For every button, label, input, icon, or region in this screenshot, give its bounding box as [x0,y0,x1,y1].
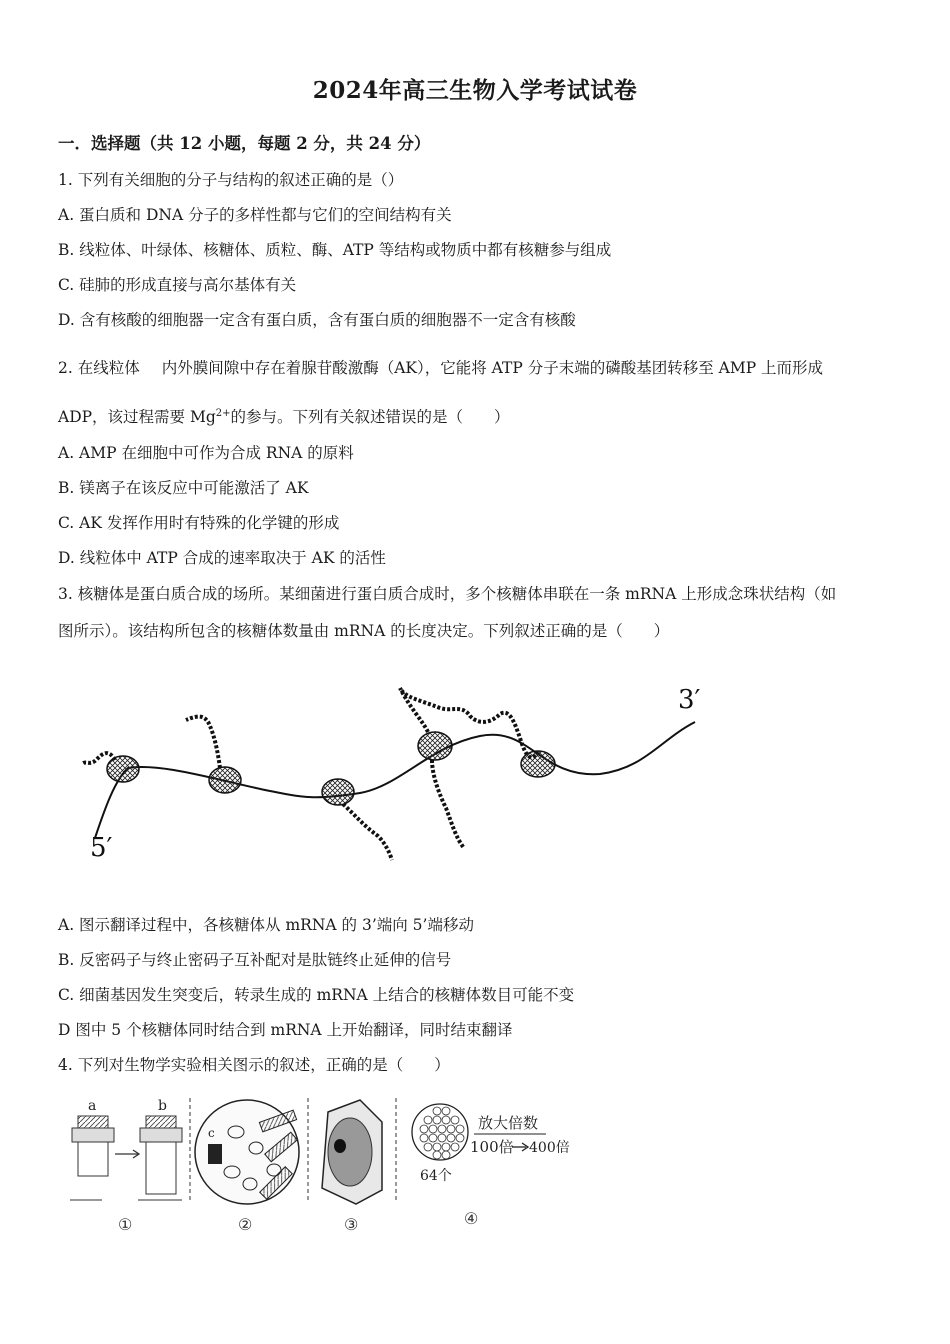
polypeptide-chain [186,717,220,768]
cell-count: 64个 [420,1168,452,1184]
mrna-strand [95,722,695,838]
q1-option-a: A. 蛋白质和 DNA 分子的多样性都与它们的空间结构有关 [58,206,452,224]
panel-3-label: ③ [344,1215,359,1234]
label-b: b [158,1098,167,1114]
magnification-from: 100倍 [470,1138,514,1156]
label-c: c [208,1126,215,1140]
panel-4-label: ④ [464,1209,479,1228]
ribosome [107,756,139,782]
q3-option-c: C. 细菌基因发生突变后，转录生成的 mRNA 上结合的核糖体数目可能不变 [58,986,575,1004]
panel-microscope-field [195,1098,308,1234]
q2-option-a: A. AMP 在细胞中可作为合成 RNA 的原料 [58,444,354,462]
q3-option-b: B. 反密码子与终止密码子互补配对是肽链终止延伸的信号 [58,951,452,969]
q2-stem-line1 [58,356,823,378]
panel-objectives [70,1098,190,1234]
experiment-figure [60,1092,590,1242]
q3-option-d: D 图中 5 个核糖体同时结合到 mRNA 上开始翻译，同时结束翻译 [58,1021,513,1039]
q2-stem-part2: 内外膜间隙中存在着腺苷酸激酶（AK），它能将 ATP 分子末端的磷酸基团转移至 AMP 上而形成 [161,359,824,377]
q2-stem-text-a: ADP，该过程需要 Mg [58,408,216,426]
label-5-prime: 5′ [90,833,113,863]
polypeptide-chains [82,688,538,860]
page-title: 2024年高三生物入学考试试卷 [312,77,638,104]
q1-option-c: C. 硅肺的形成直接与高尔基体有关 [58,276,297,294]
q3-stem-line2: 图所示）。该结构所包含的核糖体数量由 mRNA 的长度决定。下列叙述正确的是（ ） [58,622,670,640]
q2-superscript: 2+ [215,407,231,419]
q2-stem-part1: 2. 在线粒体 [58,359,140,377]
q2-stem-line2 [58,405,510,427]
polyribosome-figure [60,668,720,868]
magnification-title: 放大倍数 [478,1114,539,1132]
q1-option-b: B. 线粒体、叶绿体、核糖体、质粒、酶、ATP 等结构或物质中都有核糖参与组成 [58,241,612,259]
q2-option-d: D. 线粒体中 ATP 合成的速率取决于 AK 的活性 [58,549,386,567]
q2-stem-text-b: 的参与。下列有关叙述错误的是（ ） [230,408,510,426]
label-a: a [88,1098,97,1114]
q3-stem-line1: 3. 核糖体是蛋白质合成的场所。某细菌进行蛋白质合成时，多个核糖体串联在一条 mRNA 上形成念珠状结构（如 [58,585,837,603]
panel-magnification [412,1104,570,1228]
polypeptide-chain [343,804,392,860]
polypeptide-chain [432,760,464,848]
panel-1-label: ① [118,1215,133,1234]
q3-option-a: A. 图示翻译过程中，各核糖体从 mRNA 的 3’端向 5’端移动 [58,916,474,934]
q1-stem: 1. 下列有关细胞的分子与结构的叙述正确的是（） [58,171,404,189]
panel-plant-cell [322,1098,396,1234]
ribosome [209,767,241,793]
ribosome [322,779,354,805]
magnification-to: 400倍 [529,1140,570,1156]
q4-stem: 4. 下列对生物学实验相关图示的叙述，正确的是（ ） [58,1056,450,1074]
q1-option-d: D. 含有核酸的细胞器一定含有蛋白质，含有蛋白质的细胞器不一定含有核酸 [58,311,576,329]
label-3-prime: 3′ [678,685,701,715]
q2-option-b: B. 镁离子在该反应中可能激活了 AK [58,479,309,497]
q2-option-c: C. AK 发挥作用时有特殊的化学键的形成 [58,514,340,532]
panel-2-label: ② [238,1215,253,1234]
section-heading: 一．选择题（共 12 小题，每题 2 分，共 24 分） [58,134,431,153]
ribosome [418,732,452,760]
